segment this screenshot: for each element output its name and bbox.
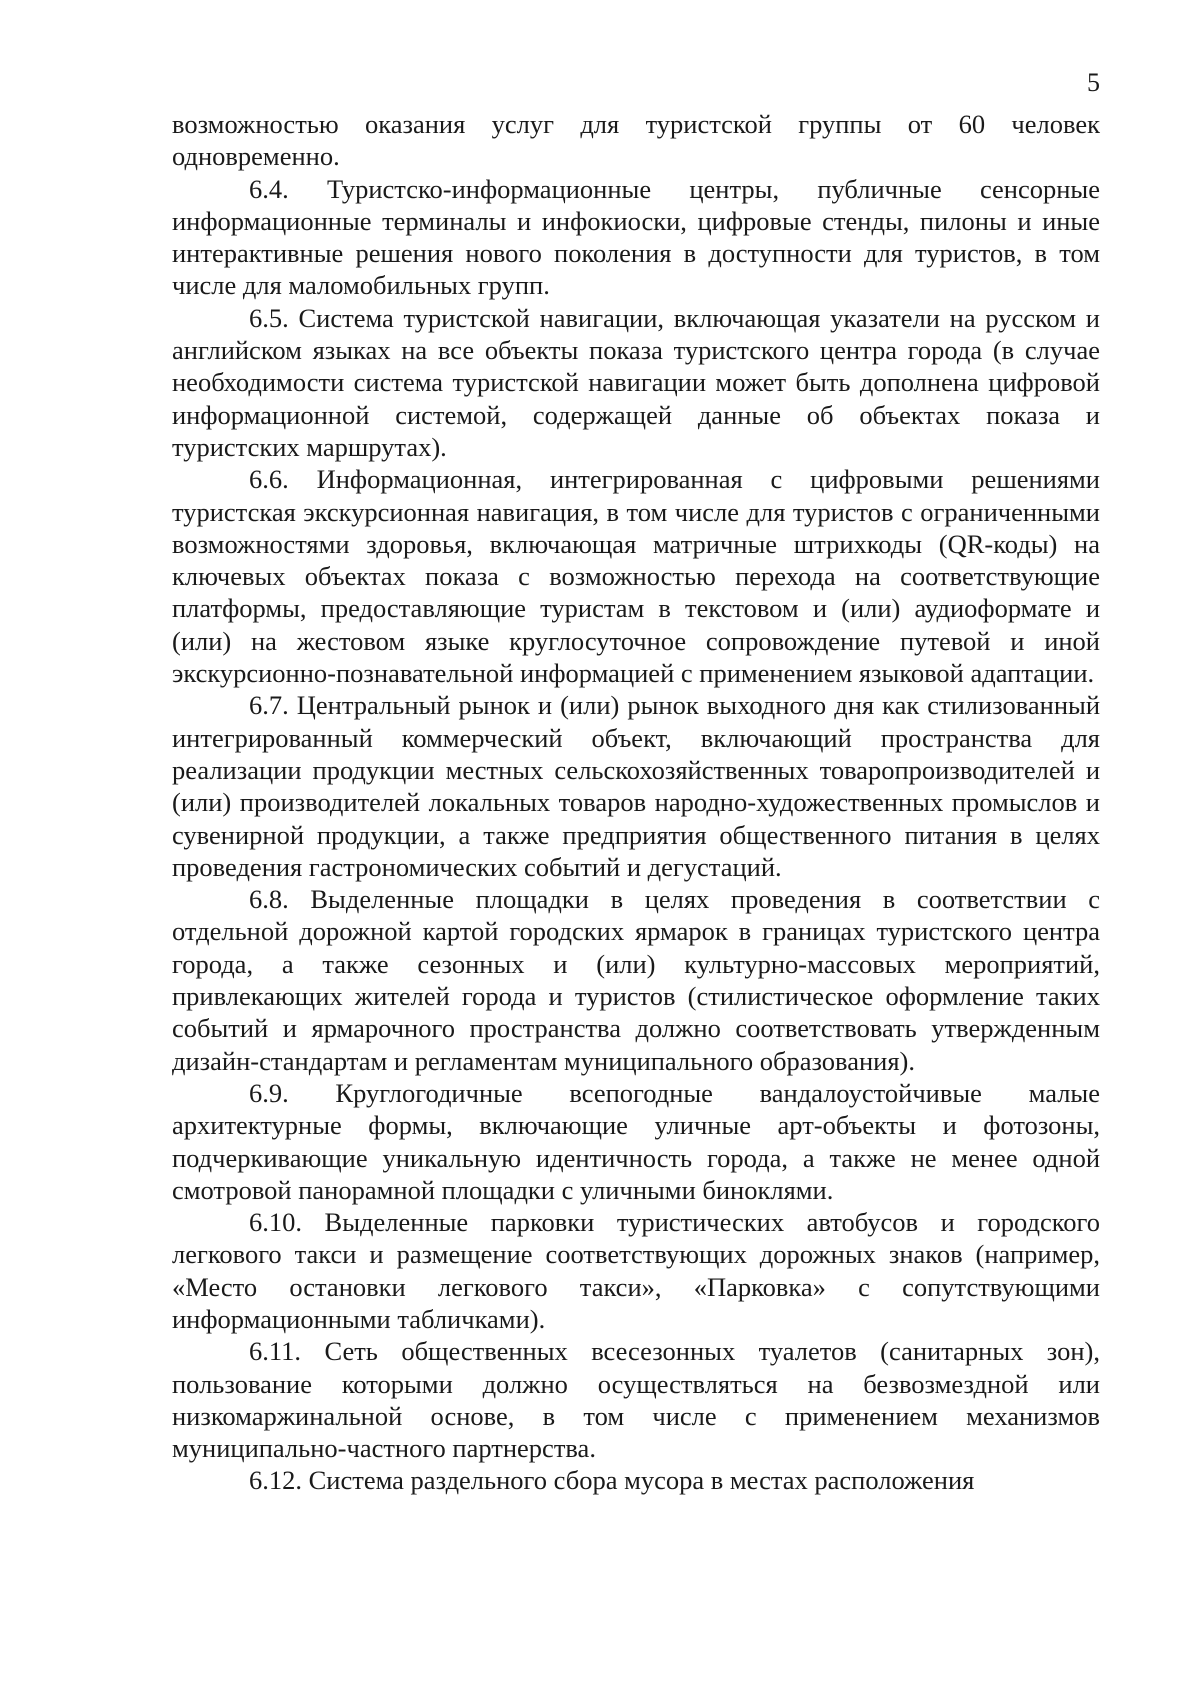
paragraph-6-12: 6.12. Система раздельного сбора мусора в местах расположения	[249, 1465, 975, 1496]
paragraph-6-9: 6.9. Круглогодичные всепогодные вандалоустойчивые малые архитектурные формы, включающие уличные арт-объекты и фотозоны, подчеркивающие уникальную идентичность города, а также не менее одной смотровой панорамной площадки с уличными биноклями.	[172, 1077, 1100, 1205]
paragraph-6-8: 6.8. Выделенные площадки в целях проведения в соответствии с отдельной дорожной картой городских ярмарок в границах туристского центра города, а также сезонных и (или) культурно-массовых мероприятий, привлекающих жителей города и туристов (стилистическое оформление таких событий и ярмарочного пространства должно соответствовать утвержденным дизайн-стандартам и регламентам муниципального образования).	[172, 884, 1100, 1076]
paragraph-6-5: 6.5. Система туристской навигации, включающая указатели на русском и английском языках на все объекты показа туристского центра города (в случае необходимости система туристской навигации может быть дополнена цифровой информационной системой, содержащей данные об объектах показа и туристских маршрутах).	[172, 302, 1100, 462]
page-number: 5	[1087, 68, 1100, 97]
paragraph-6-11: 6.11. Сеть общественных всесезонных туалетов (санитарных зон), пользование которыми должно осуществляться на безвозмездной или низкомаржинальной основе, в том числе с применением механизмов муниципально-частного партнерства.	[172, 1336, 1100, 1464]
paragraph-6-4: 6.4. Туристско-информационные центры, публичные сенсорные информационные терминалы и инфокиоски, цифровые стенды, пилоны и иные интерактивные решения нового поколения в доступности для туристов, в том числе для маломобильных групп.	[172, 173, 1100, 301]
paragraph-6-7: 6.7. Центральный рынок и (или) рынок выходного дня как стилизованный интегрированный коммерческий объект, включающий пространства для реализации продукции местных сельскохозяйственных товаропроизводителей и (или) производителей локальных товаров народно-художественных промыслов и сувенирной продукции, а также предприятия общественного питания в целях проведения гастрономических событий и дегустаций.	[172, 690, 1100, 882]
paragraph-continuation: возможностью оказания услуг для туристской группы от 60 человек одновременно.	[172, 109, 1100, 172]
paragraph-6-10: 6.10. Выделенные парковки туристических автобусов и городского легкового такси и размещение соответствующих дорожных знаков (например, «Место остановки легкового такси», «Парковка» с сопутствующими информационными табличками).	[172, 1207, 1100, 1334]
paragraph-6-6: 6.6. Информационная, интегрированная с цифровыми решениями туристская экскурсионная навигация, в том числе для туристов с ограниченными возможностями здоровья, включающая матричные штрихкоды (QR-коды) на ключевых объектах показа с возможностью перехода на соответствующие платформы, предоставляющие туристам в текстовом и (или) аудиоформате и (или) на жестовом языке круглосуточное сопровождение путевой и иной экскурсионно-познавательной информацией с применением языковой адаптации.	[172, 464, 1100, 689]
document-body	[172, 108, 1100, 1497]
